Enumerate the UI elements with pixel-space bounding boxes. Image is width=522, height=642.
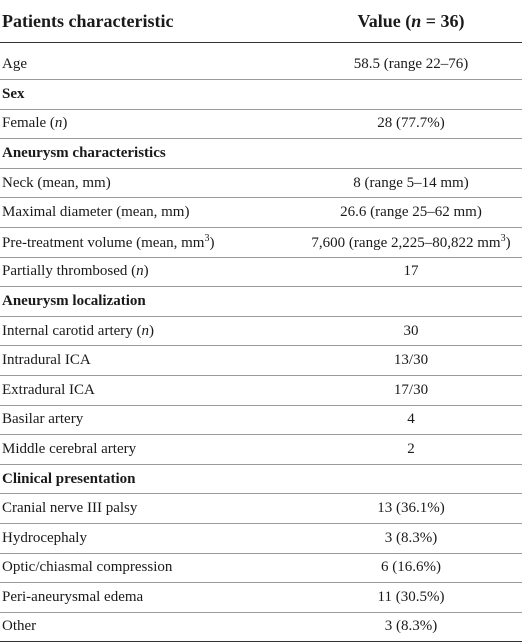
characteristic-label [0,168,300,198]
table-row [0,168,522,198]
characteristic-value [300,316,522,346]
characteristic-value [300,583,522,613]
section-heading [0,139,300,169]
value-text: 7,600 (range 2,225–80,822 mm [311,234,501,251]
header-value [300,0,522,43]
section-row [0,139,522,169]
label-text: Pre-treatment volume (mean, mm [2,234,205,251]
value-superscript: 3 [500,232,506,244]
characteristic-value [300,435,522,465]
characteristic-label [0,405,300,435]
characteristic-label [0,227,300,257]
characteristic-value [300,346,522,376]
value-text: 28 (77.7%) [377,115,445,132]
table-row [0,257,522,287]
header-characteristic: Patients characteristic [0,0,300,43]
characteristic-label [0,494,300,524]
section-row [0,464,522,494]
characteristic-label [0,375,300,405]
label-text: Aneurysm localization [2,292,146,309]
characteristic-value [300,198,522,228]
header-value-prefix: Value ( [357,10,412,31]
characteristic-label [0,257,300,287]
label-text: Peri-aneurysmal edema [2,588,144,605]
value-text: 8 (range 5–14 mm) [353,174,469,191]
value-text: 17/30 [393,381,429,398]
characteristic-value [300,405,522,435]
label-text: Intradural ICA [2,352,91,369]
characteristic-label [0,316,300,346]
table-body [0,43,522,642]
value-text: 26.6 (range 25–62 mm) [340,204,482,221]
label-text: Other [2,618,37,635]
characteristic-label [0,43,300,80]
label-text: Partially thrombosed [2,263,128,280]
label-text: Extradural ICA [2,381,95,398]
characteristic-value [300,109,522,139]
table-row [0,523,522,553]
characteristic-value [300,227,522,257]
characteristic-label [0,523,300,553]
table-row [0,583,522,613]
value-text: 17 [403,263,419,280]
label-text: Neck (mean, mm) [2,174,111,191]
table-row [0,553,522,583]
value-text: 13 (36.1%) [377,500,445,517]
characteristic-label [0,109,300,139]
value-text: 58.5 (range 22–76) [353,55,469,72]
value-text: 3 (8.3%) [384,618,438,635]
characteristic-value [300,375,522,405]
table-header-row [0,0,522,43]
table-row [0,346,522,376]
label-text: Sex [2,85,25,102]
section-heading [0,80,300,110]
table-row [0,227,522,257]
characteristic-value [300,494,522,524]
table-row [0,109,522,139]
table-row [0,494,522,524]
section-heading [0,464,300,494]
characteristic-label [0,612,300,642]
value-text: 2 [407,440,415,457]
value-end: ) [505,234,511,251]
label-n-marker: (n) [131,263,149,280]
label-n-marker: (n) [136,322,155,339]
characteristic-label [0,583,300,613]
value-text: 6 (16.6%) [381,559,441,576]
header-value-suffix: = 36) [421,10,465,31]
table-row [0,435,522,465]
label-n-marker: (n) [49,115,68,132]
table-row [0,612,522,642]
table-row [0,43,522,80]
label-text: Age [2,55,27,72]
label-text: Maximal diameter (mean, mm) [2,204,190,221]
section-heading [0,287,300,317]
characteristic-value [300,464,522,494]
section-row [0,287,522,317]
characteristic-value [300,168,522,198]
characteristic-label [0,198,300,228]
header-value-n: n [411,10,422,31]
characteristic-label [0,553,300,583]
characteristic-value [300,553,522,583]
characteristic-label [0,346,300,376]
characteristic-value [300,43,522,80]
value-text: 13/30 [393,352,429,369]
characteristic-value [300,139,522,169]
table-row [0,405,522,435]
label-text: Optic/chiasmal compression [2,559,173,576]
label-superscript: 3 [204,232,210,244]
value-text: 11 (30.5%) [377,588,445,605]
label-text: Cranial nerve III palsy [2,500,138,517]
label-end: ) [209,234,215,251]
label-text: Internal carotid artery [2,322,133,339]
value-text: 30 [403,322,419,339]
value-text: 4 [407,411,415,428]
table-row [0,316,522,346]
characteristic-label [0,435,300,465]
table-row [0,375,522,405]
label-text: Aneurysm characteristics [2,144,166,161]
characteristic-value [300,523,522,553]
label-text: Basilar artery [2,411,84,428]
characteristic-value [300,257,522,287]
label-text: Hydrocephaly [2,529,87,546]
section-row [0,80,522,110]
label-text: Clinical presentation [2,470,136,487]
characteristic-value [300,80,522,110]
characteristic-value [300,612,522,642]
table-row [0,198,522,228]
label-text: Female [2,115,47,132]
value-text: 3 (8.3%) [384,529,438,546]
label-text: Middle cerebral artery [2,440,137,457]
characteristic-value [300,287,522,317]
